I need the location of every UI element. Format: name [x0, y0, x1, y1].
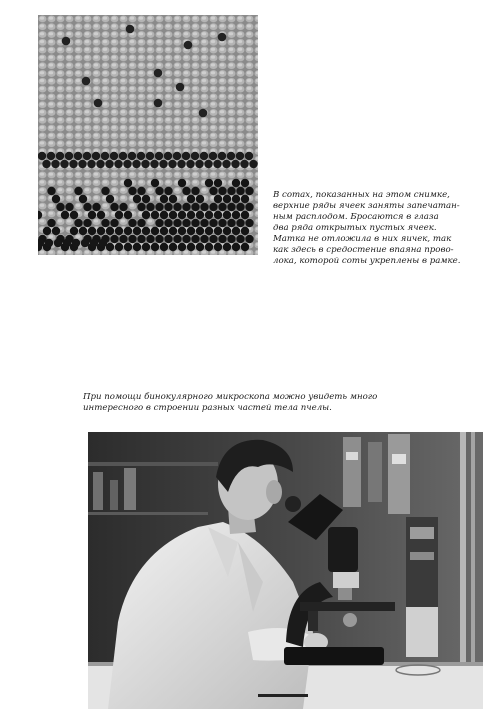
honeycomb-image [38, 15, 258, 255]
microscope-photo [88, 432, 483, 709]
honeycomb-caption: В сотах, показанных на этом снимке, верхние ряды ячеек заняты запечатан- ным расплодом. Бросаются в глаза два ряда открытых пустых ячеек. Матка не отложила в них яичек, так как здесь в средостение впаяна прово- лока, которой соты укреплены в рамке. [273, 190, 461, 266]
honeycomb-photo [38, 15, 258, 255]
microscope-caption: При помощи бинокулярного микроскопа можно увидеть много интересного в строении разных частей тела пчелы. [83, 392, 378, 413]
microscope-lab-image [88, 432, 483, 709]
